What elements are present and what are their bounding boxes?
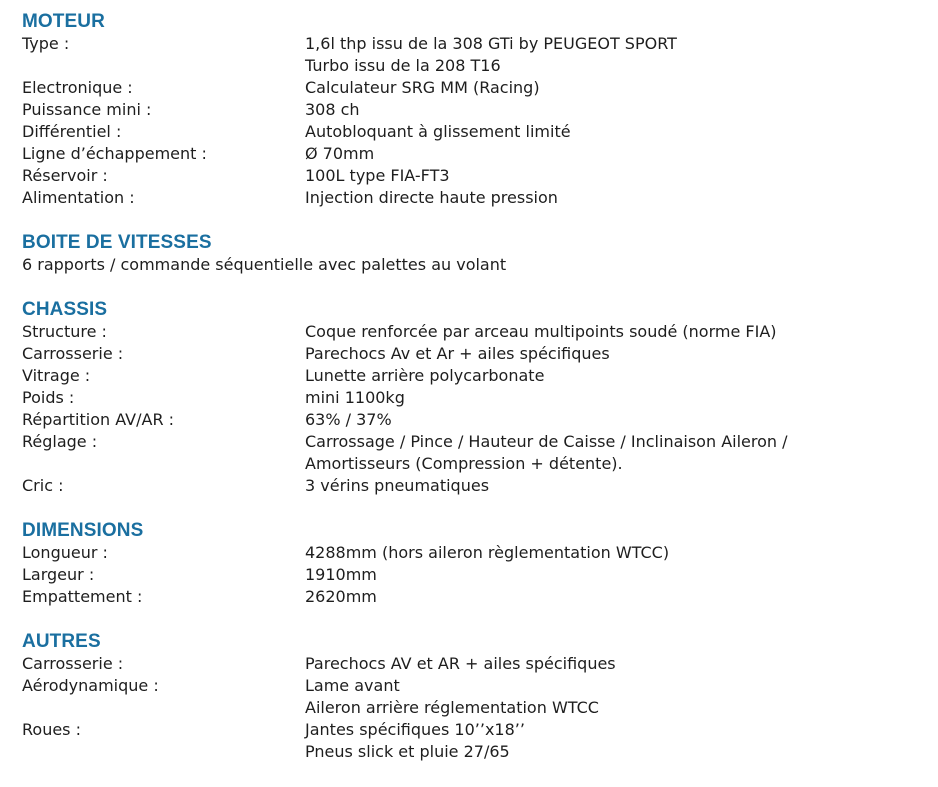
spec-value: Lunette arrière polycarbonate [305, 366, 545, 385]
spec-label: Aérodynamique : [22, 676, 159, 695]
spec-label: Cric : [22, 476, 64, 495]
spec-value: Autobloquant à glissement limité [305, 122, 571, 141]
spec-value: Parechocs AV et AR + ailes spécifiques [305, 654, 616, 673]
spec-label: Répartition AV/AR : [22, 410, 175, 429]
spec-row [22, 409, 922, 431]
spec-label: Carrosserie : [22, 344, 124, 363]
spec-value: 2620mm [305, 587, 377, 606]
section-chassis [22, 299, 922, 497]
spec-value: Aileron arrière réglementation WTCC [305, 698, 599, 717]
spec-value: Coque renforcée par arceau multipoints soudé (norme FIA) [305, 322, 777, 341]
spec-row [22, 542, 922, 564]
spec-label: Vitrage : [22, 366, 91, 385]
spec-row [22, 165, 922, 187]
spec-label: Réservoir : [22, 166, 108, 185]
spec-value: 1,6l thp issu de la 308 GTi by PEUGEOT SPORT [305, 34, 677, 53]
spec-label: Poids : [22, 388, 75, 407]
spec-value: Injection directe haute pression [305, 188, 558, 207]
spec-value: Pneus slick et pluie 27/65 [305, 742, 510, 761]
section-heading: MOTEUR [22, 11, 105, 32]
section-moteur [22, 11, 922, 209]
spec-label: Structure : [22, 322, 107, 341]
section-heading: DIMENSIONS [22, 520, 144, 541]
spec-row [22, 55, 922, 77]
spec-label: Carrosserie : [22, 654, 124, 673]
spec-value: 4288mm (hors aileron règlementation WTCC) [305, 543, 670, 562]
spec-row [22, 33, 922, 55]
spec-value: 63% / 37% [305, 410, 392, 429]
section-heading: AUTRES [22, 631, 101, 652]
spec-row [22, 365, 922, 387]
spec-label: Largeur : [22, 565, 95, 584]
spec-value: 1910mm [305, 565, 377, 584]
spec-value: Calculateur SRG MM (Racing) [305, 78, 540, 97]
spec-value: Jantes spécifiques 10’’x18’’ [305, 720, 525, 739]
spec-value: 308 ch [305, 100, 360, 119]
spec-value: 100L type FIA-FT3 [305, 166, 450, 185]
section-heading: BOITE DE VITESSES [22, 232, 212, 253]
spec-value: mini 1100kg [305, 388, 405, 407]
spec-row [22, 653, 922, 675]
spec-value: Turbo issu de la 208 T16 [305, 56, 501, 75]
spec-row [22, 586, 922, 608]
spec-row [22, 343, 922, 365]
spec-label: Roues : [22, 720, 81, 739]
spec-row [22, 675, 922, 697]
spec-row [22, 697, 922, 719]
spec-label: Electronique : [22, 78, 133, 97]
spec-value: Carrossage / Pince / Hauteur de Caisse / Inclinaison Aileron / [305, 432, 788, 451]
spec-row [22, 77, 922, 99]
spec-value: 3 vérins pneumatiques [305, 476, 490, 495]
spec-row [22, 99, 922, 121]
spec-row [22, 143, 922, 165]
spec-row [22, 387, 922, 409]
spec-label: Puissance mini : [22, 100, 152, 119]
spec-value: Parechocs Av et Ar + ailes spécifiques [305, 344, 610, 363]
spec-label: Empattement : [22, 587, 143, 606]
spec-value: Lame avant [305, 676, 400, 695]
spec-row [22, 453, 922, 475]
spec-row [22, 121, 922, 143]
spec-row [22, 431, 922, 453]
spec-row [22, 564, 922, 586]
spec-label: Réglage : [22, 432, 98, 451]
spec-row [22, 187, 922, 209]
spec-row [22, 475, 922, 497]
spec-label: Différentiel : [22, 122, 122, 141]
gearbox-description: 6 rapports / commande séquentielle avec palettes au volant [22, 255, 507, 274]
spec-row [22, 719, 922, 741]
spec-value: Ø 70mm [305, 144, 375, 163]
spec-label: Ligne d’échappement : [22, 144, 207, 163]
spec-value: Amortisseurs (Compression + détente). [305, 454, 623, 473]
section-dimensions [22, 520, 922, 608]
section-autres [22, 631, 922, 763]
spec-label: Longueur : [22, 543, 108, 562]
spec-label: Alimentation : [22, 188, 135, 207]
spec-row [22, 321, 922, 343]
spec-label: Type : [22, 34, 70, 53]
spec-row [22, 741, 922, 763]
section-heading: CHASSIS [22, 299, 108, 320]
section-boite-de-vitesses [22, 232, 922, 276]
